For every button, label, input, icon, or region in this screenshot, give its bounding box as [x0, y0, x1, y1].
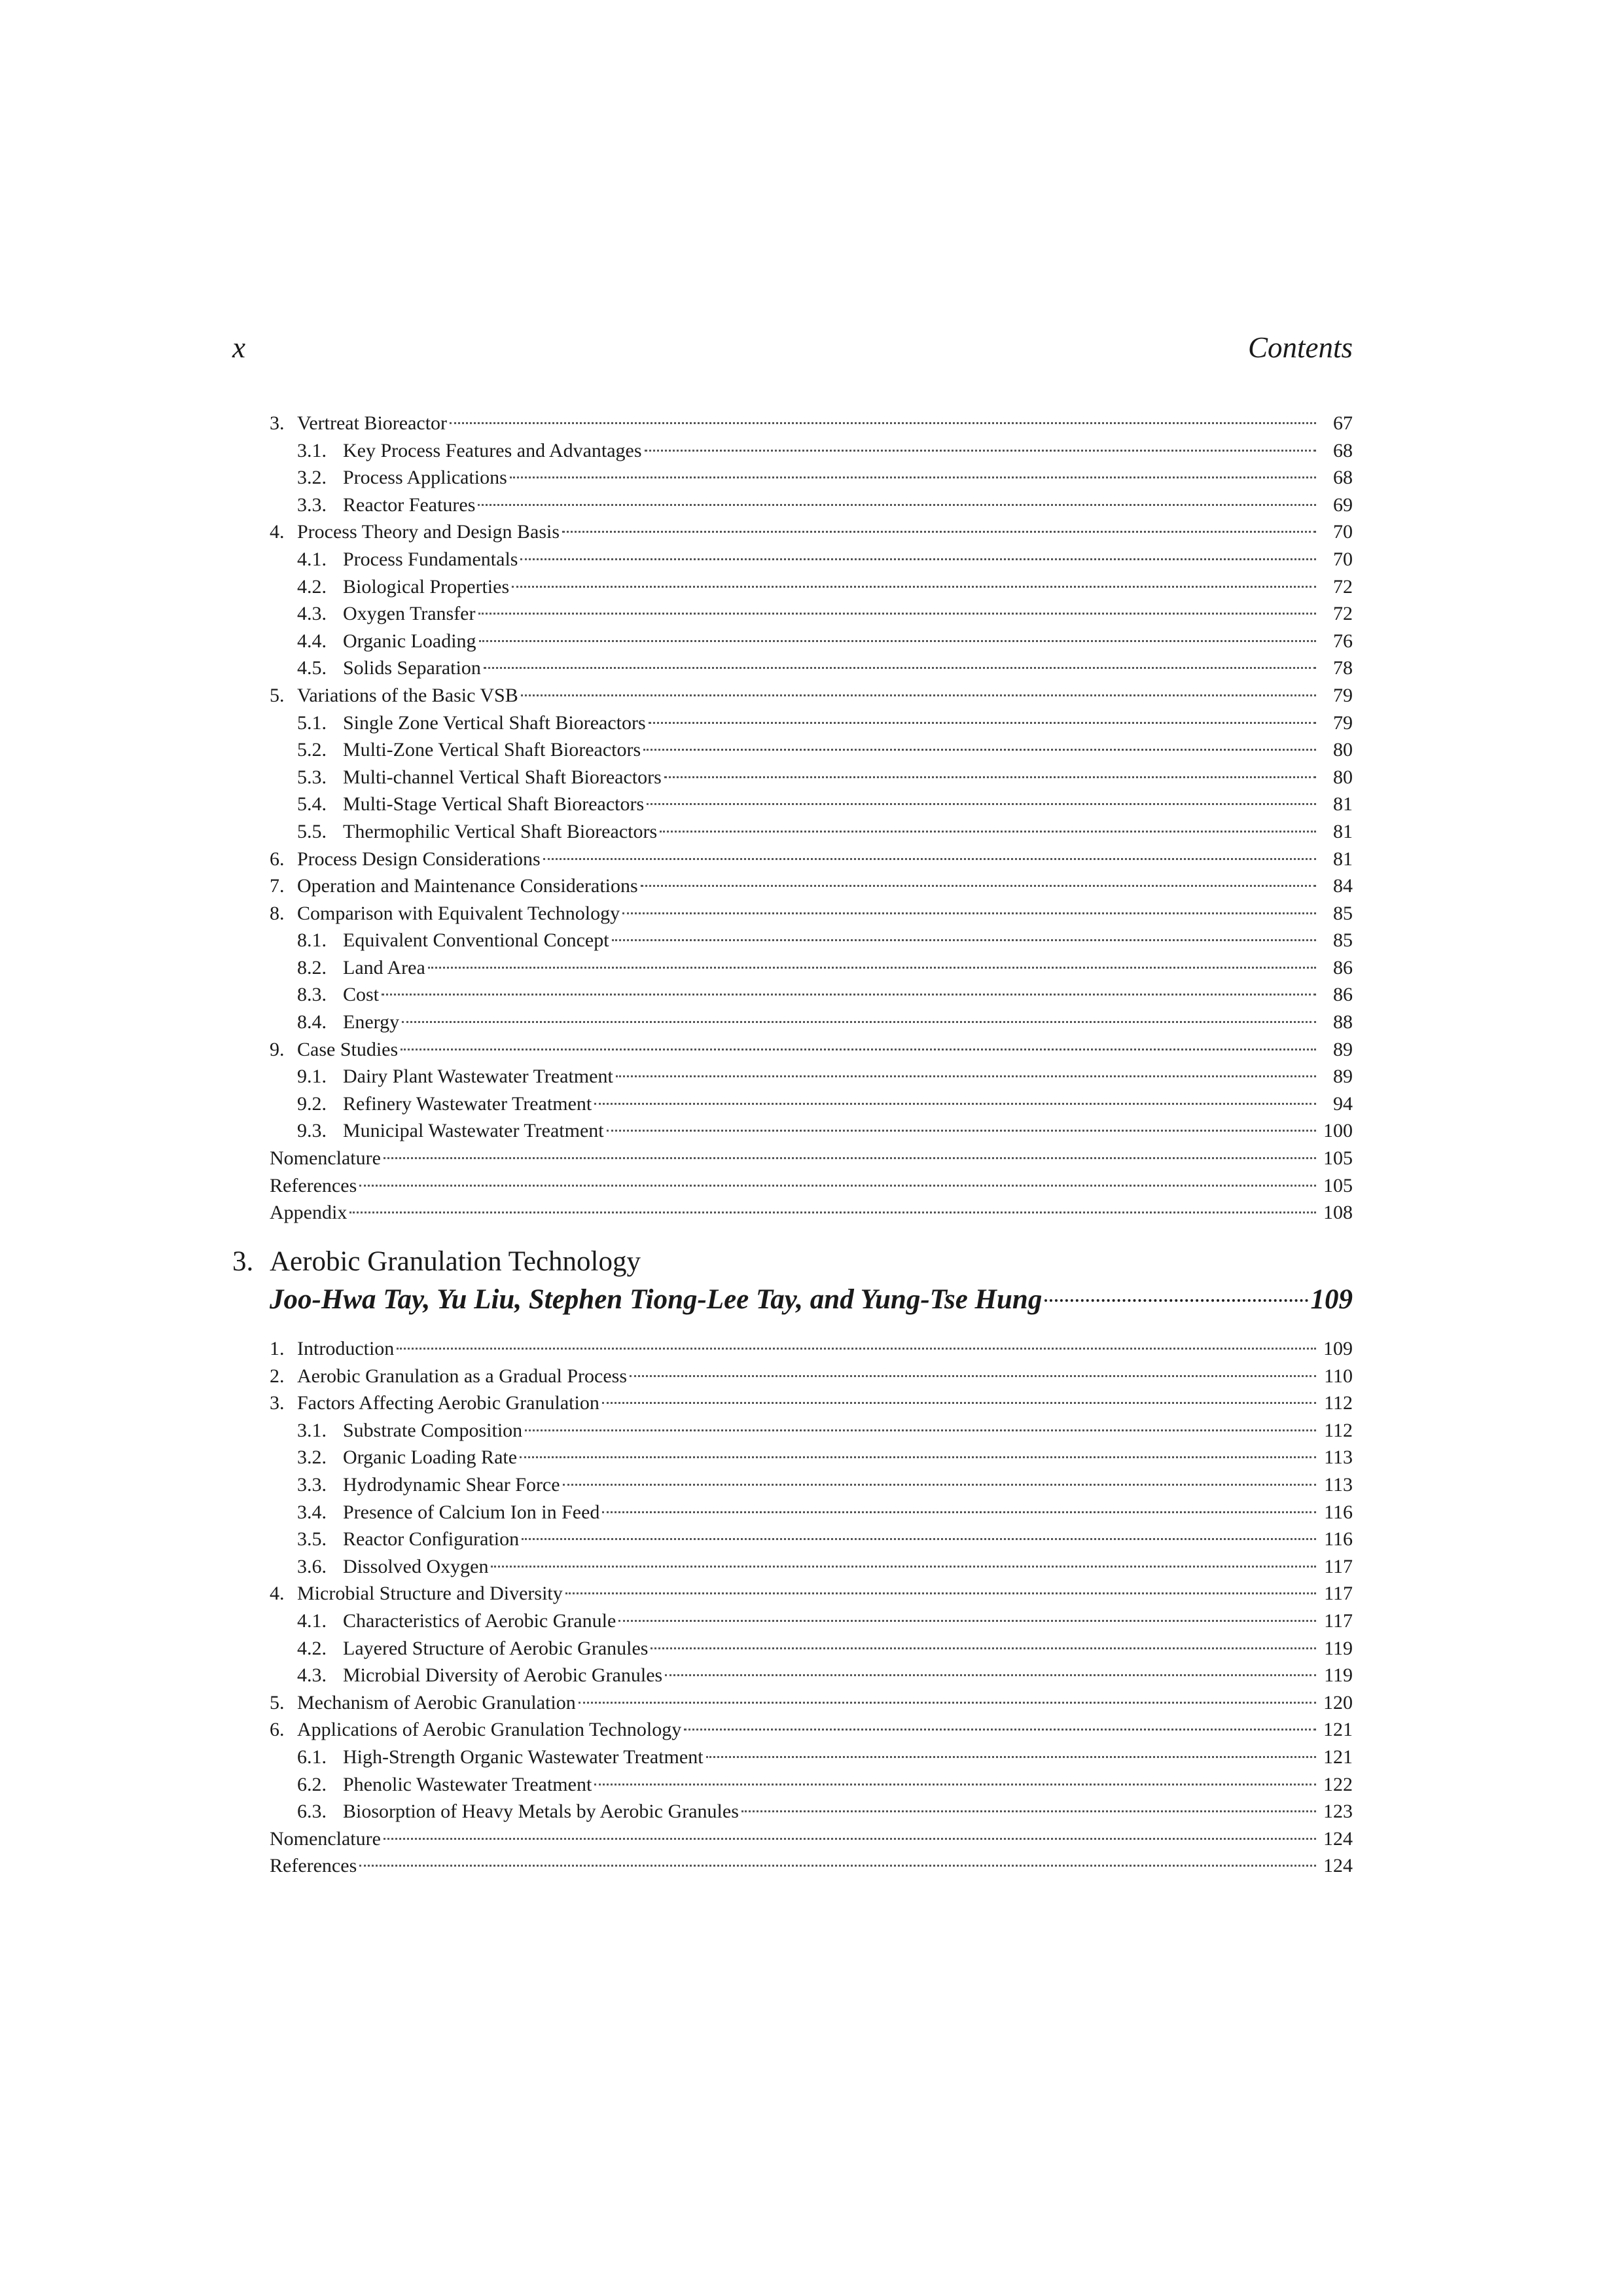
dot-leader: [359, 1182, 1316, 1187]
toc-entry-page: 68: [1333, 439, 1353, 461]
toc-entry-number: 9.3.: [297, 1120, 327, 1142]
toc-entry[interactable]: [270, 1852, 1353, 1880]
toc-entry[interactable]: [270, 1471, 1353, 1499]
toc-entry[interactable]: [270, 573, 1353, 601]
toc-entry-title: Introduction: [297, 1338, 395, 1359]
toc-entry-title: Microbial Diversity of Aerobic Granules: [343, 1664, 663, 1687]
toc-entry-title: Refinery Wastewater Treatment: [343, 1092, 592, 1115]
toc-entry-page: 67: [1333, 412, 1353, 434]
toc-entry-number: 4.: [270, 521, 285, 543]
dot-leader: [741, 1808, 1316, 1812]
toc-entry-title: Dairy Plant Wastewater Treatment: [343, 1066, 613, 1088]
toc-entry-title: Energy: [343, 1011, 400, 1033]
toc-entry-title: Hydrodynamic Shear Force: [343, 1473, 560, 1496]
toc-entry-number: 5.1.: [297, 711, 327, 734]
dot-leader: [383, 1155, 1316, 1159]
toc-entry[interactable]: [270, 1553, 1353, 1581]
toc-entry-title: Organic Loading: [343, 630, 476, 652]
toc-entry[interactable]: [270, 464, 1353, 492]
toc-entry[interactable]: [270, 1363, 1353, 1390]
toc-entry-page: 84: [1333, 875, 1353, 897]
toc-entry[interactable]: [270, 1145, 1353, 1172]
dot-leader: [382, 991, 1316, 996]
toc-entry-number: 5.2.: [297, 739, 327, 761]
toc-entry[interactable]: [270, 655, 1353, 682]
toc-entry-title: Equivalent Conventional Concept: [343, 929, 609, 952]
dot-leader: [660, 828, 1316, 833]
toc-entry-page: 70: [1333, 548, 1353, 570]
toc-entry-number: 4.1.: [297, 548, 327, 570]
toc-entry-title: Reactor Configuration: [343, 1528, 520, 1551]
toc-entry[interactable]: [270, 1417, 1353, 1444]
toc-entry[interactable]: [270, 682, 1353, 709]
dot-leader: [618, 1617, 1316, 1622]
dot-leader: [521, 692, 1316, 696]
dot-leader: [563, 1481, 1316, 1486]
dot-leader: [594, 1100, 1316, 1105]
toc-entry[interactable]: [270, 1526, 1353, 1553]
toc-entry-number: 4.2.: [297, 575, 327, 598]
toc-entry-title: Layered Structure of Aerobic Granules: [343, 1637, 649, 1659]
dot-leader: [543, 855, 1316, 860]
toc-entry-number: 4.1.: [297, 1609, 327, 1632]
toc-entry[interactable]: [270, 1117, 1353, 1145]
toc-entry-page: 120: [1323, 1691, 1353, 1713]
toc-entry[interactable]: [270, 1172, 1353, 1200]
toc-entry[interactable]: [270, 1444, 1353, 1471]
toc-entry[interactable]: [270, 1716, 1353, 1744]
dot-leader: [383, 1835, 1316, 1840]
toc-entry-number: 3.3.: [297, 1473, 327, 1496]
toc-entry[interactable]: [270, 1390, 1353, 1417]
toc-entry[interactable]: [270, 1090, 1353, 1118]
toc-entry-title: Phenolic Wastewater Treatment: [343, 1773, 592, 1795]
dot-leader: [651, 1645, 1316, 1649]
dot-leader: [525, 1427, 1316, 1431]
dot-leader: [450, 420, 1316, 424]
toc-entry[interactable]: [270, 900, 1353, 927]
toc-entry-page: 72: [1333, 603, 1353, 625]
dot-leader: [522, 1535, 1316, 1540]
toc-list-chapter-3: [270, 1335, 1353, 1880]
dot-leader: [562, 528, 1316, 533]
toc-entry-number: 5.: [270, 684, 285, 706]
dot-leader: [491, 1563, 1316, 1568]
toc-entry-page: 86: [1333, 956, 1353, 978]
dot-leader: [641, 882, 1316, 887]
toc-entry-number: 6.1.: [297, 1746, 327, 1768]
dot-leader: [649, 719, 1316, 724]
toc-entry-title: References: [270, 1855, 357, 1877]
dot-leader: [607, 1127, 1316, 1132]
toc-entry[interactable]: [270, 1335, 1353, 1363]
dot-leader: [1044, 1297, 1308, 1302]
toc-entry-page: 124: [1323, 1855, 1353, 1877]
toc-entry-page: 80: [1333, 766, 1353, 788]
toc-entry-number: 2.: [270, 1365, 285, 1387]
toc-entry[interactable]: [270, 1635, 1353, 1662]
toc-entry-page: 100: [1323, 1120, 1353, 1142]
toc-entry-title: Aerobic Granulation as a Gradual Process: [297, 1365, 627, 1387]
toc-entry-title: Dissolved Oxygen: [343, 1555, 489, 1577]
toc-entry[interactable]: [270, 628, 1353, 655]
toc-entry-number: 6.: [270, 1719, 285, 1741]
toc-entry-number: 4.5.: [297, 657, 327, 679]
toc-entry-title: Mechanism of Aerobic Granulation: [297, 1691, 576, 1713]
toc-entry-number: 3.2.: [297, 467, 327, 489]
toc-entry-page: 105: [1323, 1174, 1353, 1196]
running-head: [232, 331, 1353, 370]
toc-entry-number: 3.1.: [297, 439, 327, 461]
toc-entry[interactable]: [270, 1662, 1353, 1689]
chapter-authors-line[interactable]: [232, 1280, 1353, 1319]
chapter-title: [232, 1244, 1353, 1280]
dot-leader: [684, 1726, 1316, 1731]
toc-entry-number: 4.3.: [297, 1664, 327, 1687]
toc-entry-title: Municipal Wastewater Treatment: [343, 1120, 604, 1142]
toc-entry-page: 112: [1324, 1392, 1353, 1414]
toc-entry[interactable]: [270, 518, 1353, 546]
toc-entry-number: 8.: [270, 902, 285, 924]
page-folio: x: [232, 331, 245, 364]
dot-leader: [428, 964, 1316, 969]
toc-entry-number: 8.2.: [297, 956, 327, 978]
toc-entry[interactable]: [270, 1199, 1353, 1227]
toc-entry-title: Variations of the Basic VSB: [297, 684, 518, 706]
chapter-authors: Joo-Hwa Tay, Yu Liu, Stephen Tiong-Lee Tay, and Yung-Tse Hung: [270, 1284, 1043, 1315]
toc-entry[interactable]: [270, 492, 1353, 519]
toc-entry-title: Process Fundamentals: [343, 548, 518, 570]
toc-entry-number: 5.: [270, 1691, 285, 1713]
dot-leader: [647, 800, 1316, 805]
toc-entry-page: 124: [1323, 1827, 1353, 1850]
toc-entry-page: 79: [1333, 684, 1353, 706]
toc-entry-page: 116: [1324, 1528, 1353, 1551]
toc-entry-page: 88: [1333, 1011, 1353, 1033]
toc-list-chapter-2: [270, 410, 1353, 1227]
toc-entry-page: 94: [1333, 1092, 1353, 1115]
toc-entry-number: 3.2.: [297, 1446, 327, 1469]
toc-entry-title: Process Theory and Design Basis: [297, 521, 560, 543]
toc-entry-page: 116: [1324, 1501, 1353, 1523]
toc-entry-number: 5.5.: [297, 820, 327, 842]
toc-entry-page: 121: [1323, 1746, 1353, 1768]
toc-entry-number: 9.2.: [297, 1092, 327, 1115]
toc-entry-page: 105: [1323, 1147, 1353, 1170]
toc-entry-page: 76: [1333, 630, 1353, 652]
toc-entry-number: 1.: [270, 1338, 285, 1359]
toc-entry[interactable]: [270, 846, 1353, 873]
toc-entry-page: 72: [1333, 575, 1353, 598]
toc-entry-title: Multi-channel Vertical Shaft Bioreactors: [343, 766, 662, 788]
dot-leader: [602, 1399, 1316, 1404]
toc-entry-page: 113: [1324, 1446, 1353, 1469]
toc-entry-number: 4.4.: [297, 630, 327, 652]
dot-leader: [616, 1073, 1316, 1077]
dot-leader: [479, 637, 1316, 642]
toc-entry-title: Characteristics of Aerobic Granule: [343, 1609, 616, 1632]
toc-entry[interactable]: [270, 1499, 1353, 1526]
toc-entry-page: 117: [1324, 1583, 1353, 1605]
toc-entry-number: 3.: [270, 412, 285, 434]
toc-entry-title: Process Design Considerations: [297, 848, 541, 870]
toc-entry[interactable]: [270, 791, 1353, 818]
toc-entry-title: Case Studies: [297, 1038, 399, 1060]
dot-leader: [645, 447, 1316, 452]
chapter-heading: [232, 1244, 1353, 1319]
toc-entry-number: 3.3.: [297, 493, 327, 516]
toc-entry-page: 117: [1324, 1555, 1353, 1577]
toc-entry[interactable]: [270, 954, 1353, 982]
toc-entry-page: 119: [1324, 1637, 1353, 1659]
chapter-number: 3.: [232, 1246, 254, 1277]
toc-entry-title: Factors Affecting Aerobic Granulation: [297, 1392, 599, 1414]
dot-leader: [643, 746, 1316, 751]
toc-entry-title: Nomenclature: [270, 1827, 381, 1850]
toc-entry-number: 4.: [270, 1583, 285, 1605]
toc-entry-title: Organic Loading Rate: [343, 1446, 518, 1469]
dot-leader: [478, 610, 1317, 615]
toc-entry[interactable]: [270, 709, 1353, 737]
toc-entry-title: Key Process Features and Advantages: [343, 439, 642, 461]
toc-entry-page: 117: [1324, 1609, 1353, 1632]
toc-entry-title: Applications of Aerobic Granulation Technology: [297, 1719, 682, 1741]
toc-entry-page: 81: [1333, 793, 1353, 816]
toc-entry-number: 8.1.: [297, 929, 327, 952]
toc-entry-page: 121: [1323, 1719, 1353, 1741]
dot-leader: [512, 583, 1316, 588]
toc-entry[interactable]: [270, 872, 1353, 900]
toc-entry-number: 3.4.: [297, 1501, 327, 1523]
toc-entry-title: Land Area: [343, 956, 425, 978]
toc-entry-page: 68: [1333, 467, 1353, 489]
dot-leader: [520, 556, 1316, 560]
toc-entry-page: 85: [1333, 902, 1353, 924]
toc-entry-page: 70: [1333, 521, 1353, 543]
dot-leader: [622, 910, 1316, 914]
dot-leader: [665, 1672, 1316, 1676]
toc-entry-number: 3.1.: [297, 1419, 327, 1441]
toc-entry-number: 4.3.: [297, 603, 327, 625]
dot-leader: [359, 1862, 1316, 1867]
toc-entry-number: 8.3.: [297, 984, 327, 1006]
toc-entry-title: Biological Properties: [343, 575, 510, 598]
toc-entry-title: Cost: [343, 984, 380, 1006]
toc-entry-title: Thermophilic Vertical Shaft Bioreactors: [343, 820, 658, 842]
toc-entry-title: References: [270, 1174, 357, 1196]
toc-entry-page: 89: [1333, 1066, 1353, 1088]
toc-entry-number: 5.4.: [297, 793, 327, 816]
toc-entry-title: High-Strength Organic Wastewater Treatment: [343, 1746, 704, 1768]
toc-entry-page: 109: [1323, 1338, 1353, 1359]
toc-entry-title: Solids Separation: [343, 657, 481, 679]
toc-entry-page: 123: [1323, 1801, 1353, 1823]
toc-entry[interactable]: [270, 1689, 1353, 1717]
toc-entry-title: Substrate Composition: [343, 1419, 523, 1441]
toc-entry-title: Process Applications: [343, 467, 507, 489]
toc-entry-number: 3.5.: [297, 1528, 327, 1551]
toc-entry-number: 6.3.: [297, 1801, 327, 1823]
toc-entry[interactable]: [270, 764, 1353, 791]
toc-entry-number: 9.1.: [297, 1066, 327, 1088]
toc-entry-title: Presence of Calcium Ion in Feed: [343, 1501, 600, 1523]
dot-leader: [510, 474, 1316, 478]
toc-entry-title: Comparison with Equivalent Technology: [297, 902, 620, 924]
toc-entry[interactable]: [270, 1036, 1353, 1064]
toc-entry-page: 122: [1323, 1773, 1353, 1795]
toc-entry-title: Multi-Zone Vertical Shaft Bioreactors: [343, 739, 641, 761]
toc-entry-number: 6.2.: [297, 1773, 327, 1795]
toc-entry-title: Nomenclature: [270, 1147, 381, 1170]
toc-entry-page: 113: [1324, 1473, 1353, 1496]
toc-entry[interactable]: [270, 927, 1353, 954]
toc-entry-number: 3.6.: [297, 1555, 327, 1577]
toc-entry-page: 110: [1324, 1365, 1353, 1387]
dot-leader: [594, 1781, 1316, 1785]
toc-entry-page: 80: [1333, 739, 1353, 761]
dot-leader: [349, 1209, 1316, 1213]
toc-entry[interactable]: [270, 981, 1353, 1009]
toc-entry-page: 79: [1333, 711, 1353, 734]
dot-leader: [612, 937, 1316, 941]
toc-entry[interactable]: [270, 600, 1353, 628]
toc-entry-page: 85: [1333, 929, 1353, 952]
running-head-title: Contents: [1247, 331, 1353, 364]
toc-entry[interactable]: [270, 736, 1353, 764]
toc-entry-title: Biosorption of Heavy Metals by Aerobic Granules: [343, 1801, 739, 1823]
dot-leader: [565, 1590, 1316, 1594]
toc-entry[interactable]: [270, 437, 1353, 465]
toc-entry[interactable]: [270, 818, 1353, 846]
toc-entry-page: 69: [1333, 493, 1353, 516]
toc-entry-number: 4.2.: [297, 1637, 327, 1659]
toc-entry-title: Operation and Maintenance Considerations: [297, 875, 638, 897]
toc-entry-title: Single Zone Vertical Shaft Bioreactors: [343, 711, 646, 734]
toc-entry-page: 86: [1333, 984, 1353, 1006]
toc-entry-title: Microbial Structure and Diversity: [297, 1583, 563, 1605]
toc-entry[interactable]: [270, 1580, 1353, 1607]
toc-entry[interactable]: [270, 546, 1353, 573]
dot-leader: [397, 1345, 1316, 1350]
toc-entry-page: 112: [1324, 1419, 1353, 1441]
toc-entry-page: 81: [1333, 820, 1353, 842]
toc-entry-number: 6.: [270, 848, 285, 870]
toc-entry[interactable]: [270, 1825, 1353, 1853]
toc-entry[interactable]: [270, 1771, 1353, 1799]
dot-leader: [401, 1046, 1316, 1050]
toc-entry[interactable]: [270, 1607, 1353, 1635]
toc-entry-number: 5.3.: [297, 766, 327, 788]
toc-entry-number: 9.: [270, 1038, 285, 1060]
dot-leader: [630, 1372, 1316, 1377]
toc-entry[interactable]: [270, 410, 1353, 437]
dot-leader: [664, 774, 1316, 778]
toc-entry-title: Oxygen Transfer: [343, 603, 476, 625]
toc-entry[interactable]: [270, 1744, 1353, 1771]
toc-entry-page: 81: [1333, 848, 1353, 870]
dot-leader: [478, 501, 1316, 506]
toc-entry-number: 7.: [270, 875, 285, 897]
dot-leader: [520, 1454, 1316, 1458]
toc-entry-number: 8.4.: [297, 1011, 327, 1033]
toc-entry[interactable]: [270, 1009, 1353, 1036]
dot-leader: [602, 1509, 1316, 1513]
chapter-page-number: 109: [1310, 1284, 1353, 1315]
toc-entry-title: Multi-Stage Vertical Shaft Bioreactors: [343, 793, 645, 816]
toc-entry-number: 3.: [270, 1392, 285, 1414]
toc-entry-page: 78: [1333, 657, 1353, 679]
toc-entry-page: 89: [1333, 1038, 1353, 1060]
toc-entry-title: Appendix: [270, 1202, 348, 1224]
dot-leader: [579, 1699, 1316, 1704]
toc-entry-title: Vertreat Bioreactor: [297, 412, 448, 434]
dot-leader: [706, 1753, 1316, 1758]
toc-entry[interactable]: [270, 1063, 1353, 1090]
toc-entry-page: 108: [1323, 1202, 1353, 1224]
toc-entry-page: 119: [1324, 1664, 1353, 1687]
chapter-title-text: Aerobic Granulation Technology: [270, 1246, 641, 1277]
dot-leader: [484, 664, 1316, 669]
dot-leader: [402, 1018, 1316, 1023]
toc-entry-title: Reactor Features: [343, 493, 476, 516]
toc-entry[interactable]: [270, 1798, 1353, 1825]
